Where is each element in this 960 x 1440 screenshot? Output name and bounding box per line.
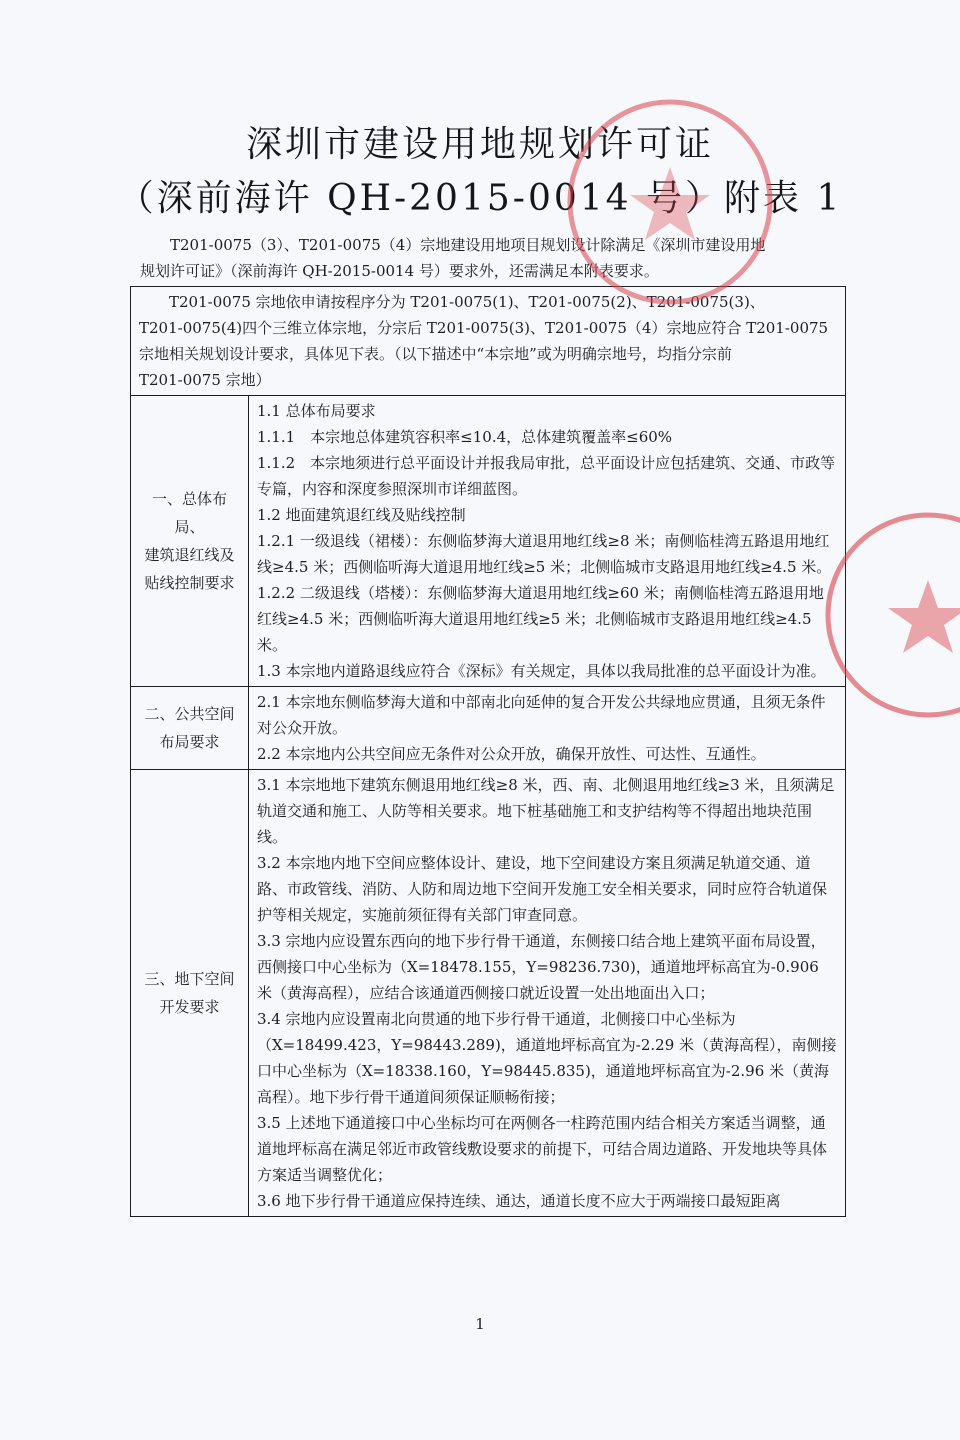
section-label-line: 三、地下空间: [144, 970, 235, 988]
requirement-item: 1.3 本宗地内道路退线应符合《深标》有关规定，具体以我局批准的总平面设计为准。: [257, 662, 826, 680]
requirement-item: 1.2 地面建筑退红线及贴线控制: [257, 506, 466, 524]
requirement-item: 3.6 地下步行骨干通道应保持连续、通达，通道长度不应大于两端接口最短距离: [257, 1192, 781, 1210]
requirement-item: 1.1.2 本宗地须进行总平面设计并报我局审批，总平面设计应包括建筑、交通、市政等专篇，内容和深度参照深圳市详细蓝图。: [257, 454, 836, 498]
table-intro-cell: [131, 287, 846, 396]
section-label-line: 开发要求: [159, 998, 220, 1016]
document-title: 深圳市建设用地规划许可证: [245, 124, 714, 165]
requirement-item: 1.2.2 二级退线（塔楼）：东侧临梦海大道退用地红线≥60 米；南侧临桂湾五路退用地红线≥4.5 米；西侧临听海大道退用地红线≥5 米；北侧临城市支路退用地红线≥4.5 米。: [257, 584, 824, 654]
table-intro-line: T201-0075 宗地）: [139, 371, 271, 389]
table-intro-line: T201-0075 宗地依申请按程序分为 T201-0075(1)、T201-0075(2)、T201-0075(3)、: [169, 293, 765, 311]
requirement-item: 1.1.1 本宗地总体建筑容积率≤10.4，总体建筑覆盖率≤60%: [257, 428, 673, 446]
table-intro-line: T201-0075(4)四个三维立体宗地，分宗后 T201-0075(3)、T201-0075（4）宗地应符合 T201-0075: [139, 319, 829, 337]
page-number: 1: [475, 1315, 485, 1333]
document-subtitle: （深前海许 QH-2015-0014 号）附表 1: [117, 178, 843, 219]
requirement-item: 1.2.1 一级退线（裙楼）：东侧临梦海大道退用地红线≥8 米；南侧临桂湾五路退用地红线≥4.5 米；西侧临听海大道退用地红线≥5 米；北侧临城市支路退用地红线≥4.5 米。: [257, 532, 832, 576]
requirement-item: 3.2 本宗地内地下空间应整体设计、建设，地下空间建设方案且须满足轨道交通、道路、市政管线、消防、人防和周边地下空间开发施工安全相关要求，同时应符合轨道保护等相关规定，实施前须征得有关部门审查同意。: [257, 854, 828, 924]
table-row: [131, 396, 846, 687]
table-row: [131, 287, 846, 396]
requirement-item: 3.3 宗地内应设置东西向的地下步行骨干通道，东侧接口结合地上建筑平面布局设置，西侧接口中心坐标为（X=18478.155，Y=98236.730)，通道地坪标高宜为-0.906 米（黄海高程），应结合该通道西侧接口就近设置一处出地面出入口；: [257, 932, 826, 1002]
requirement-item: 3.5 上述地下通道接口中心坐标均可在两侧各一柱跨范围内结合相关方案适当调整，通道地坪标高在满足邻近市政管线敷设要求的前提下，可结合周边道路、开发地块等具体方案适当调整优化；: [257, 1114, 828, 1184]
section-label: [131, 687, 249, 770]
intro-paragraph: [140, 232, 840, 284]
requirement-item: 3.4 宗地内应设置南北向贯通的地下步行骨干通道，北侧接口中心坐标为（X=18499.423，Y=98443.289)，通道地坪标高宜为-2.29 米（黄海高程），南侧接口中心坐标为（X=18338.160，Y=98445.835)，通道地坪标高宜为-2.96 米（黄海高程）。地下步行骨干通道间须保证顺畅衔接；: [257, 1010, 837, 1106]
table-row: [131, 687, 846, 770]
requirements-table: [130, 286, 846, 1217]
section-label-line: 一、总体布局、: [151, 490, 227, 536]
intro-line: T201-0075（3）、T201-0075（4）宗地建设用地项目规划设计除满足《深圳市建设用地: [170, 236, 766, 254]
section-content: [249, 770, 846, 1217]
requirement-item: 2.1 本宗地东侧临梦海大道和中部南北向延伸的复合开发公共绿地应贯通，且须无条件对公众开放。: [257, 693, 826, 737]
table-row: [131, 770, 846, 1217]
section-content: [249, 396, 846, 687]
requirement-item: 1.1 总体布局要求: [257, 402, 376, 420]
requirement-item: 3.1 本宗地地下建筑东侧退用地红线≥8 米，西、南、北侧退用地红线≥3 米，且须满足轨道交通和施工、人防等相关要求。地下桩基础施工和支护结构等不得超出地块范围线。: [257, 776, 835, 846]
section-label: [131, 396, 249, 687]
section-content: [249, 687, 846, 770]
table-intro-line: 宗地相关规划设计要求，具体见下表。（以下描述中“本宗地”或为明确宗地号，均指分宗前: [139, 345, 732, 363]
section-label-line: 贴线控制要求: [144, 574, 235, 592]
intro-line: 规划许可证》（深前海许 QH-2015-0014 号）要求外，还需满足本附表要求。: [140, 262, 659, 280]
requirement-item: 2.2 本宗地内公共空间应无条件对公众开放，确保开放性、可达性、互通性。: [257, 745, 766, 763]
section-label-line: 布局要求: [159, 733, 220, 751]
section-label: [131, 770, 249, 1217]
section-label-line: 二、公共空间: [144, 705, 235, 723]
section-label-line: 建筑退红线及: [144, 546, 235, 564]
